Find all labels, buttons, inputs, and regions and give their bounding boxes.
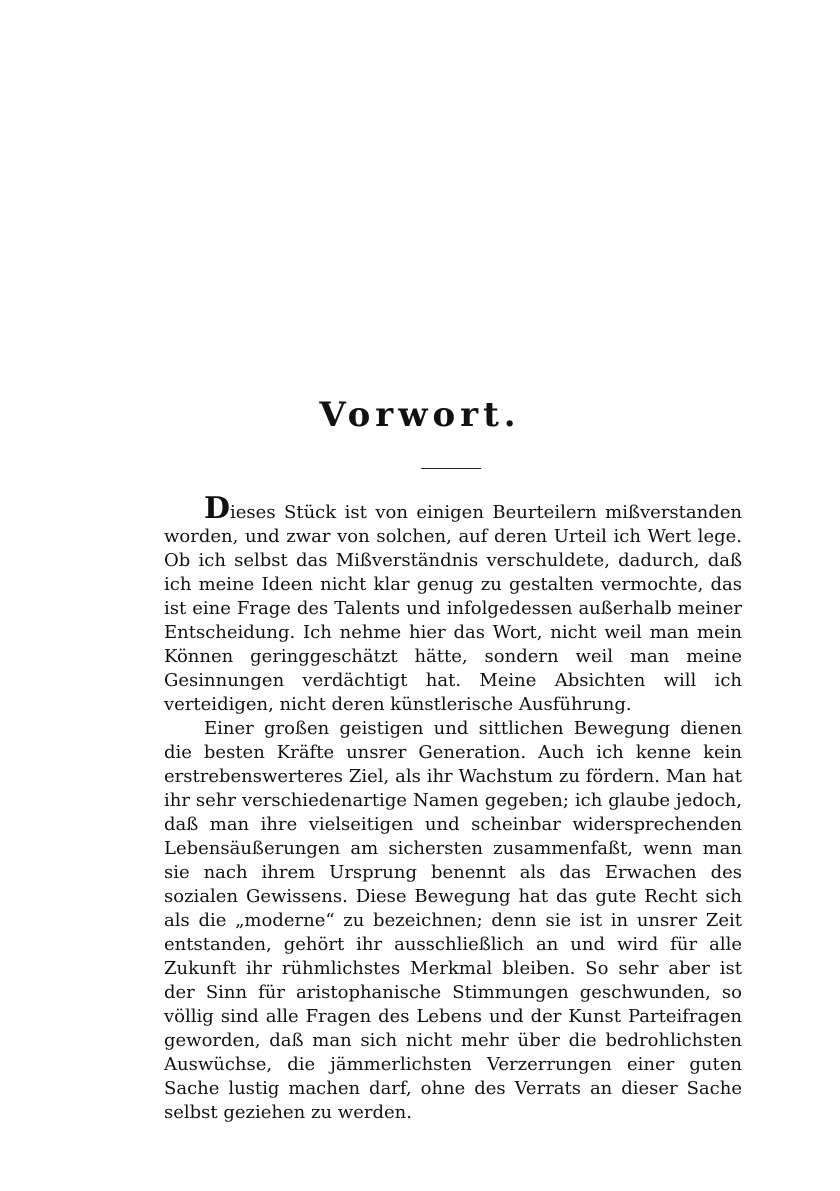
page-title: Vorwort. bbox=[319, 395, 521, 435]
title-rule bbox=[421, 468, 481, 469]
drop-cap: D bbox=[204, 491, 231, 526]
preface-text bbox=[164, 491, 742, 1125]
paragraph-1 bbox=[164, 491, 742, 717]
paragraph-2: Einer großen geistigen und sittlichen Bewegung dienen die besten Kräfte unsrer Generation. Auch ich kenne kein erstrebenswerteres Ziel, als ihr Wachstum zu fördern. Man hat ihr sehr verschiedenartige Namen gegeben; ich glaube jedoch, daß man ihre vielseitigen und scheinbar widersprechenden Lebensäußerungen am sichersten zusammenfaßt, wenn man sie nach ihrem Ursprung benennt als das Erwachen des sozialen Gewissens. Diese Bewegung hat das gute Recht sich als die „moderne“ zu bezeichnen; denn sie ist in unsrer Zeit entstanden, gehört ihr ausschließlich an und wird für alle Zukunft ihr rühmlichstes Merkmal bleiben. So sehr aber ist der Sinn für aristophanische Stimmungen geschwunden, so völlig sind alle Fragen des Lebens und der Kunst Parteifragen geworden, daß man sich nicht mehr über die bedrohlichsten Auswüchse, die jämmerlichsten Verzerrungen einer guten Sache lustig machen darf, ohne des Verrats an dieser Sache selbst geziehen zu werden. bbox=[164, 718, 742, 1123]
paragraph-1-text: ieses Stück ist von einigen Beurteilern mißverstanden worden, und zwar von solchen, auf deren Urteil ich Wert lege. Ob ich selbst das Mißverständnis verschuldete, dadurch, daß ich meine Ideen nicht klar genug zu gestalten vermochte, das ist eine Frage des Talents und infolgedessen außerhalb meiner Entscheidung. Ich nehme hier das Wort, nicht weil man mein Können geringgeschätzt hätte, sondern weil man meine Gesinnungen verdächtigt hat. Meine Absichten will ich verteidigen, nicht deren künstlerische Ausführung. bbox=[164, 502, 742, 715]
